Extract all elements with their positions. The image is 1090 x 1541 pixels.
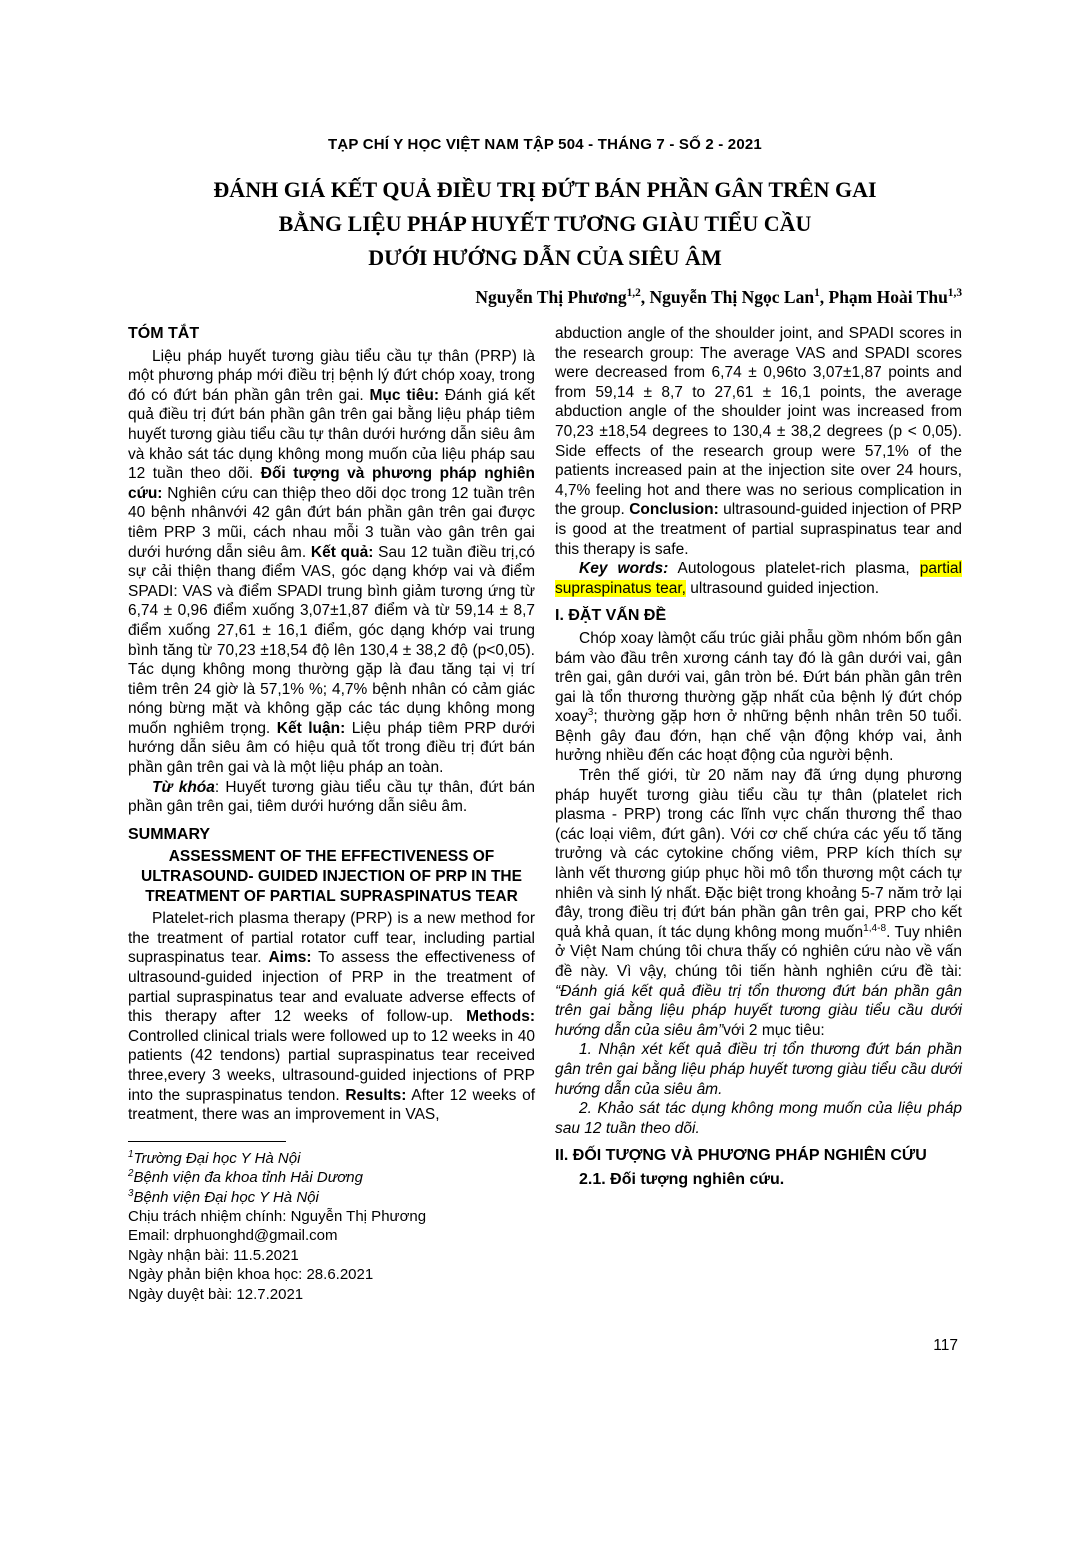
journal-running-header: TẠP CHÍ Y HỌC VIỆT NAM TẬP 504 - THÁNG 7 - SỐ 2 - 2021 <box>328 136 762 153</box>
authors-line: Nguyễn Thị Phương$^{1,2}$, Nguyễn Thị Ngọc Lan$^1$, Phạm Hoài Thu$^{1,3}$ <box>475 287 962 307</box>
section-1-paragraph-2: Trên thế giới, từ 20 năm nay đã ứng dụng phương pháp huyết tương giàu tiểu cầu tự thân (platelet rich plasma - PRP) trong các lĩnh vực chấn thương thể thao (các loại viêm, đứt gân). Với cơ chế chứa các yếu tố tăng trưởng và các cytokine chống viêm, PRP kích thích sự lành vết thương giúp phục hồi mô tổn thương một cách tự nhiên và sinh lý nhất. Đặc biệt trong khoảng 5-7 năm trở lại đây, trong điều trị đứt bán phần gân trên gai, PRP cho kết quả khả quan, ít tác dụng không mong muốn$^{1,4-8}$. Tuy nhiên ở Việt Nam chúng tôi chưa thấy có nghiên cứu nào về vấn đề này. Vì vậy, chúng tôi tiến hành nghiên cứu đề tài: “Đánh giá kết quả điều trị tổn thương đứt bán phần gân trên gai bằng liệu pháp huyết tương giàu tiểu cầu dưới hướng dẫn của siêu âm”với 2 mục tiêu: <box>555 767 963 1039</box>
footnote-affiliation-2: $^2$Bệnh viện đa khoa tỉnh Hải Dương <box>128 1168 363 1187</box>
footnote-affiliation-1: $^1$Trường Đại học Y Hà Nội <box>128 1148 301 1167</box>
left-column <box>128 324 535 1304</box>
article-title <box>128 173 962 275</box>
article-title-line-3: DƯỚI HƯỚNG DẪN CỦA SIÊU ÂM <box>368 245 722 270</box>
footnote-email: Email: drphuonghd@gmail.com <box>128 1227 338 1245</box>
footnote-accepted-date: Ngày duyệt bài: 12.7.2021 <box>128 1285 304 1303</box>
article-title-line-2: BẰNG LIỆU PHÁP HUYẾT TƯƠNG GIÀU TIỂU CẦU <box>278 211 812 236</box>
article-title-line-1: ĐÁNH GIÁ KẾT QUẢ ĐIỀU TRỊ ĐỨT BÁN PHẦN GÂN TRÊN GAI <box>213 177 877 202</box>
footnote-review-date: Ngày phản biện khoa học: 28.6.2021 <box>128 1266 374 1284</box>
summary-subtitle: ASSESSMENT OF THE EFFECTIVENESS OF ULTRASOUND- GUIDED INJECTION OF PRP IN THE TREATMENT OF PARTIAL SUPRASPINATUS TEAR <box>141 848 522 905</box>
right-column <box>555 324 962 1304</box>
two-column-body <box>128 324 962 1304</box>
section-1-objective-1: 1. Nhận xét kết quả điều trị tổn thương đứt bán phần gân trên gai bằng liệu pháp huyết tương giàu tiểu cầu dưới hướng dẫn của siêu âm. <box>555 1041 962 1098</box>
abstract-vi-keywords: Từ khóa: Huyết tương giàu tiểu cầu tự thân, đứt bán phần gân trên gai, tiêm dưới hướng dẫn siêu âm. <box>128 778 535 816</box>
footnote-block <box>128 1141 535 1304</box>
abstract-vi-paragraph: Liệu pháp huyết tương giàu tiểu cầu tự thân (PRP) là một phương pháp mới điều trị bệnh lý đứt chóp xoay, trong đó có đứt bán phần gân trên gai. Mục tiêu: Đánh giá kết quả điều trị đứt bán phần gân trên gai bằng liệu pháp tiêm huyết tương giàu tiểu cầu tự thân dưới hướng dẫn siêu âm và khảo sát tác dụng không mong muốn của liệu pháp sau 12 tuần theo dõi. Đối tượng và phương pháp nghiên cứu: Nghiên cứu can thiệp theo dõi dọc trong 12 tuần trên 40 bệnh nhânvới 42 gân đứt bán phần gân trên gai được tiêm PRP 3 mũi, cách nhau mỗi 3 tuần vào gân trên gai dưới hướng dẫn siêu âm. Kết quả: Sau 12 tuần điều trị,có sự cải thiện thang điểm VAS, góc dạng khớp vai và điểm SPADI: VAS và điểm SPADI trung bình giảm tương ứng từ 6,74 ± 0,96 điểm xuống 3,07±1,87 điểm và từ 59,14 ± 8,7 điểm xuống 27,61 ± 16,1 điểm, góc dạng khớp vai trung bình tăng từ 70,23 ±18,54 độ lên 130,4 ± 38,2 độ (p<0,05). Tác dụng không mong thường gặp là đau tăng tại vị trí tiêm trên 24 giờ là 57,1% %; 4,7% bệnh nhân có cảm giác nóng bừng mặt và không gặp các tác dụng không mong muốn nghiêm trọng. Kết luận: Liệu pháp tiêm PRP dưới hướng dẫn siêu âm có hiệu quả tốt trong điều trị đứt bán phần gân trên gai và là một liệu pháp an toàn. <box>128 347 536 777</box>
footnote-corresponding-author: Chịu trách nhiệm chính: Nguyễn Thị Phương <box>128 1207 427 1225</box>
summary-heading: SUMMARY <box>128 825 211 843</box>
section-2-heading: II. ĐỐI TƯỢNG VÀ PHƯƠNG PHÁP NGHIÊN CỨU <box>555 1147 927 1165</box>
summary-continuation-paragraph: abduction angle of the shoulder joint, and SPADI scores in the research group: The average VAS and SPADI scores were decreased from 6,74 ± 0,96to 3,07±1,87 points and from 59,14 ± 8,7 to 27,61 ± 16,1 points, the average abduction angle of the shoulder joint was increased from 70,23 ±18,54 degrees to 130,4 ± 38,2 degrees (p < 0,05). Side effects of the research group were 57,1% of the patients increased pain at the injection site over 24 hours, 4,7% feeling hot and there was no serious complication in the group. Conclusion: ultrasound-guided injection of PRP is good at the treatment of partial supraspinatus tear and this therapy is safe. <box>555 325 963 558</box>
summary-keywords: Key words: Autologous platelet-rich plasma, partial supraspinatus tear, ultrasound guided injection. <box>555 560 962 597</box>
footnote-affiliation-3: $^3$Bệnh viện Đại học Y Hà Nội <box>128 1187 319 1206</box>
summary-paragraph: Platelet-rich plasma therapy (PRP) is a new method for the treatment of partial rotator cuff tear, including partial supraspinatus tear. Aims: To assess the effectiveness of ultrasound-guided injection of PRP in the treatment of partial supraspinatus tear and evaluate adverse effects of this therapy after 12 weeks of follow-up. Methods: Controlled clinical trials were followed up to 12 weeks in 40 patients (42 tendons) partial supraspinatus tear received three,every 3 weeks, ultrasound-guided injections of PRP into the supraspinatus tendon. Results: After 12 weeks of treatment, there was an improvement in VAS, <box>128 910 535 1124</box>
footnote-received-date: Ngày nhận bài: 11.5.2021 <box>128 1246 299 1264</box>
section-1-objective-2: 2. Khảo sát tác dụng không mong muốn của liệu pháp sau 12 tuần theo dõi. <box>555 1100 962 1137</box>
section-2-1-subheading: 2.1. Đối tượng nghiên cứu. <box>579 1170 785 1188</box>
section-1-paragraph-1: Chóp xoay làmột cấu trúc giải phẫu gồm nhóm bốn gân bám vào đầu trên xương cánh tay đó là gân dưới vai, gân trên gai, gân dưới vai, gân tròn bé. Đứt bán phần gân trên gai là tổn thương thường gặp nhất của bệnh lý đứt chóp xoay$^3$; thường gặp hơn ở những bệnh nhân trên 50 tuổi. Bệnh gây đau đớn, hạn chế vận động khớp vai, ảnh hưởng nhiều đến các hoạt động của người bệnh. <box>555 629 962 765</box>
abstract-vi-heading: TÓM TẮT <box>128 325 200 342</box>
footnote-rule <box>128 1141 286 1142</box>
section-1-heading: I. ĐẶT VẤN ĐỀ <box>555 607 667 625</box>
page-number: 117 <box>933 1337 958 1354</box>
